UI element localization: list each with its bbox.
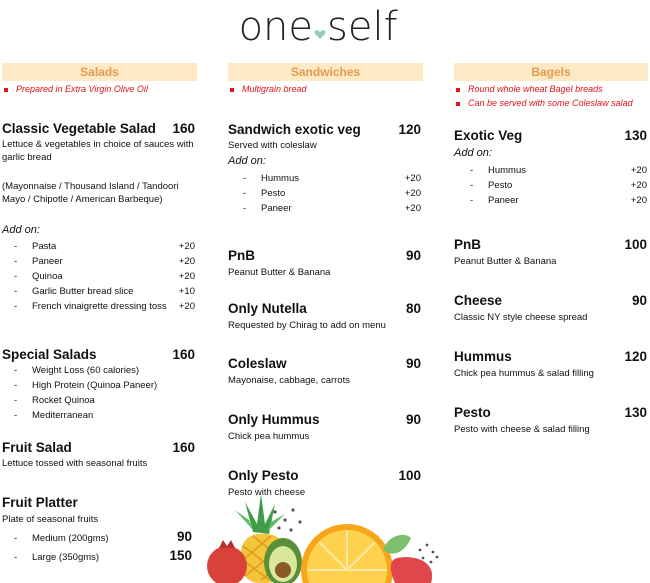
- addon-price: +20: [178, 301, 195, 312]
- special-salad-item: - Mediterranean: [14, 410, 94, 421]
- classic-salad-addon-label: Add on:: [2, 224, 40, 236]
- bullet-square-icon: [4, 88, 8, 92]
- classic-salad-desc-1: Lettuce & vegetables in choice of sauces with: [2, 139, 194, 150]
- bagel-item-price: 90: [631, 293, 647, 308]
- bagel-addon-label: Add on:: [454, 147, 492, 159]
- sandwich-item-title: Coleslaw: [228, 356, 287, 371]
- pomegranate-icon: [207, 540, 247, 583]
- logo-right-text: self: [327, 4, 398, 50]
- addon-price: +20: [630, 180, 647, 191]
- bagel-item-price: 130: [624, 405, 647, 420]
- special-salads-price: 160: [172, 347, 195, 362]
- bagel-item-desc: Chick pea hummus & salad filling: [454, 368, 594, 379]
- special-salads-title: Special Salads: [2, 347, 97, 362]
- addon-item: - Paneer: [243, 203, 292, 214]
- logo: [0, 4, 650, 52]
- bagel-item-price: 120: [624, 349, 647, 364]
- bagel-item-title: Cheese: [454, 293, 503, 308]
- classic-salad-desc-2: garlic bread: [2, 152, 52, 163]
- addon-item: - Hummus: [470, 165, 527, 176]
- sandwich-exotic-title: Sandwich exotic veg: [228, 122, 361, 137]
- addon-item: - Paneer: [470, 195, 519, 206]
- addon-item: - French vinaigrette dressing toss: [14, 301, 167, 312]
- addon-item: - Quinoa: [14, 271, 63, 282]
- platter-size-price: 150: [169, 548, 192, 563]
- bullet-square-icon: [456, 88, 460, 92]
- addon-item: - Pesto: [470, 180, 513, 191]
- addon-item: - Hummus: [243, 173, 300, 184]
- addon-price: +20: [178, 241, 195, 252]
- bullet-square-icon: [230, 88, 234, 92]
- sandwich-item-desc: Chick pea hummus: [228, 431, 310, 442]
- sandwich-item-desc: Requested by Chirag to add on menu: [228, 320, 386, 331]
- addon-price: +20: [404, 203, 421, 214]
- bagels-note: Round whole wheat Bagel breads: [456, 84, 603, 94]
- sandwich-exotic-price: 120: [398, 122, 421, 137]
- sandwich-item-price: 90: [405, 412, 421, 427]
- addon-item: - Pesto: [243, 188, 286, 199]
- sandwich-item-desc: Mayonaise, cabbage, carrots: [228, 375, 350, 386]
- addon-price: +10: [178, 286, 195, 297]
- bagel-item-price: 100: [624, 237, 647, 252]
- fruit-salad-price: 160: [172, 440, 195, 455]
- bagel-exotic-title: Exotic Veg: [454, 128, 523, 143]
- sandwich-item-title: Only Pesto: [228, 468, 299, 483]
- classic-salad-sauces-1: (Mayonnaise / Thousand Island / Tandoori: [2, 181, 179, 192]
- bullet-square-icon: [456, 102, 460, 106]
- heart-icon: [315, 30, 326, 39]
- addon-price: +20: [630, 165, 647, 176]
- sandwich-item-desc: Pesto with cheese: [228, 487, 306, 498]
- fruit-illustration: [205, 490, 445, 583]
- platter-size: - Large (350gms): [14, 552, 100, 563]
- classic-salad-price: 160: [172, 121, 195, 136]
- special-salad-item: - Weight Loss (60 calories): [14, 365, 140, 376]
- bagels-note: Can be served with some Coleslaw salad: [456, 98, 633, 108]
- logo-wordmark: [225, 4, 425, 52]
- fruit-salad-title: Fruit Salad: [2, 440, 72, 455]
- salads-note: Prepared in Extra Virgin Olive Oil: [4, 84, 148, 94]
- platter-size: - Medium (200gms): [14, 533, 109, 544]
- sandwich-item-title: Only Nutella: [228, 301, 307, 316]
- sandwiches-note: Multigrain bread: [230, 84, 307, 94]
- fruit-salad-desc: Lettuce tossed with seasonal fruits: [2, 458, 148, 469]
- bagel-item-desc: Pesto with cheese & salad filling: [454, 424, 590, 435]
- bagel-item-desc: Classic NY style cheese spread: [454, 312, 588, 323]
- addon-price: +20: [404, 173, 421, 184]
- addon-item: - Paneer: [14, 256, 63, 267]
- addon-price: +20: [178, 256, 195, 267]
- addon-price: +20: [630, 195, 647, 206]
- logo-left-text: one: [238, 4, 313, 50]
- sandwich-item-price: 100: [398, 468, 421, 483]
- bagels-header: Bagels: [454, 63, 648, 81]
- leaf-icon: [383, 535, 411, 554]
- special-salad-item: - High Protein (Quinoa Paneer): [14, 380, 158, 391]
- sandwich-item-title: PnB: [228, 248, 255, 263]
- bagel-exotic-price: 130: [624, 128, 647, 143]
- orange-slice-icon: [301, 524, 393, 583]
- sandwich-addon-label: Add on:: [228, 155, 266, 167]
- fruit-platter-title: Fruit Platter: [2, 495, 78, 510]
- addon-item: - Pasta: [14, 241, 57, 252]
- sandwich-item-desc: Peanut Butter & Banana: [228, 267, 331, 278]
- sandwich-item-title: Only Hummus: [228, 412, 320, 427]
- sandwich-exotic-desc: Served with coleslaw: [228, 140, 317, 151]
- strawberry-icon: [391, 557, 432, 583]
- fruit-platter-desc: Plate of seasonal fruits: [2, 514, 99, 525]
- addon-item: - Garlic Butter bread slice: [14, 286, 134, 297]
- salads-header: Salads: [2, 63, 197, 81]
- sandwiches-header: Sandwiches: [228, 63, 423, 81]
- addon-price: +20: [178, 271, 195, 282]
- special-salad-item: - Rocket Quinoa: [14, 395, 95, 406]
- addon-price: +20: [404, 188, 421, 199]
- bagel-item-title: Hummus: [454, 349, 512, 364]
- bagel-item-title: Pesto: [454, 405, 491, 420]
- classic-salad-title: Classic Vegetable Salad: [2, 121, 156, 136]
- classic-salad-sauces-2: Mayo / Chipotle / American Barbeque): [2, 194, 163, 205]
- sandwich-item-price: 80: [405, 301, 421, 316]
- bagel-item-title: PnB: [454, 237, 481, 252]
- bagel-item-desc: Peanut Butter & Banana: [454, 256, 557, 267]
- sandwich-item-price: 90: [405, 248, 421, 263]
- sandwich-item-price: 90: [405, 356, 421, 371]
- platter-size-price: 90: [176, 529, 192, 544]
